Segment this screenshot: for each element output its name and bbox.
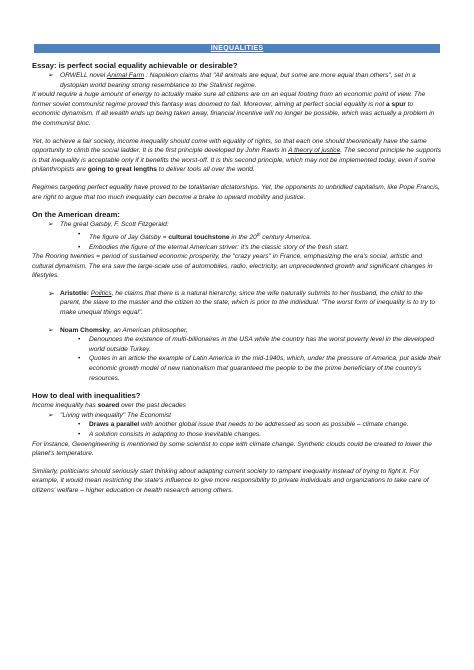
gatsby-item: ➢ The great Gatsby, F. Scott Fitzgerald: <box>48 221 169 229</box>
embodies-item: • Embodies the figure of the eternal American striver: it's the classic story of the fresh start. <box>78 243 349 251</box>
arrow-bullet-icon: ➢ <box>48 72 54 79</box>
arrow-bullet-icon: ➢ <box>48 326 54 334</box>
chomsky-point-1: • Denounces the existence of multi-billionaires in the USA while the country has the worst poverty level in the developed world outside Turkey. <box>78 336 435 353</box>
chomsky-item: ➢ Noam Chomsky, an American philosopher, <box>48 326 188 334</box>
solution-item: • A solution consists in adapting to those inevitable changes. <box>78 431 262 438</box>
politics-title: Politics <box>90 289 112 297</box>
dot-bullet-icon: • <box>78 243 81 251</box>
essay-paragraph-2: Yet, to achieve a fair society, income inequality should come with equality of rights, so that each one should theoretically have the same opportunity to climb the social ladder. It is the first principle developed by John Rawls in A theory of justice. The second principle he supports is that inequality is acceptable only if it benefits the worst-off. It is this second principle, which may not be implemented today, even if some philanthropists are going to great lengths to deliver tools all over the world. <box>32 137 442 174</box>
economist-item: ➢ "Living with inequality" The Economist <box>48 411 171 419</box>
essay-heading: Essay: is perfect social equality achievable or desirable? <box>32 61 238 70</box>
dot-bullet-icon: • <box>78 421 81 429</box>
chomsky-point-2: • Quotes in an article the example of Latin America in the mid-1940s, which, under the pressure of America, put aside their economic growth model of new nationalism that guaranteed the people to be the prime beneficiary of the country's resources. <box>78 355 442 382</box>
deal-heading: How to deal with inequalities? <box>32 391 141 401</box>
animal-farm-title: Animal Farm <box>106 72 145 79</box>
orwell-text: ORWELL novel Animal Farm : Napoléon claims that "All animals are equal, but some are more equal than others", set in a dystopian world bearing strong resemblance to the Stalinist regime. <box>60 72 416 89</box>
similarly-paragraph: Similarly, politicians should seriously start thinking about adapting current society to rampant inequality instead of trying to fight it. For example, it would mean restricting the state's influence to give more responsibility to private individuals and organizations to take care of citizens' welfare – higher education or health research among others. <box>32 467 429 494</box>
dot-bullet-icon: • <box>78 431 81 438</box>
essay-paragraph-3: Regimes targeting perfect equality have proved to be totalitarian dictatorships. Yet, the opponents to unbridled capitalism, like Pope Francis, are right to argue that too much inequality can become a brake to upward mobility and justice. <box>32 183 440 201</box>
jay-gatsby-item: • The figure of Jay Gatsby = cultural touchstone in the 20th century America. <box>78 230 312 241</box>
geoengineering-paragraph: For instance, Geoengineering is mentioned by some scientist to cope with climate change. Synthetic clouds could be created to lower the planet's temperature. <box>32 440 432 458</box>
draws-parallel-item: • Draws a parallel with another global issue that needs to be addressed as soon as possible – climate change. <box>78 421 409 429</box>
aristotle-item: ➢ Aristotle: Politics, he claims that there is a natural hierarchy, since the wife naturally submits to her husband, the child to the parent, the slave to the master and the citizen to the state, which is prior to the individual. "The worst form of inequality is to try to make unequal things equal". <box>48 288 436 317</box>
american-dream-heading: On the American dream: <box>32 210 120 220</box>
title-banner: INEQUALITIES <box>34 44 440 53</box>
dot-bullet-icon: • <box>78 336 81 344</box>
roaring-twenties-paragraph: The Rooring twenties = period of sustained economic prosperity, the "crazy years" in France, emphasizing the era's social, artistic and cultural dynamism. The era saw the large-scale use of automobiles, radio, electricity, an unprecedented growth and significant changes in lifestyles. <box>32 253 433 280</box>
dot-bullet-icon: • <box>78 230 81 238</box>
orwell-item <box>32 71 442 90</box>
soared-line: Income inequality has soared over the past decades <box>32 402 186 410</box>
essay-paragraph-1: It would require a huge amount of energy to actually make sure all citizens are on an equal footing from an economic point of view. The former soviet communist regime proved this fantasy was doomed to fail. Moreover, aiming at perfect social equality is not a spur to economic dynamism. If all wealth ends up being taken away, financial incentive will no longer be possible, which was actually a problem in the communist bloc. <box>32 91 435 127</box>
arrow-bullet-icon: ➢ <box>48 221 54 229</box>
dot-bullet-icon: • <box>78 355 81 363</box>
arrow-bullet-icon: ➢ <box>48 411 54 419</box>
theory-of-justice-title: A theory of justice <box>288 147 341 155</box>
arrow-bullet-icon: ➢ <box>48 288 55 298</box>
